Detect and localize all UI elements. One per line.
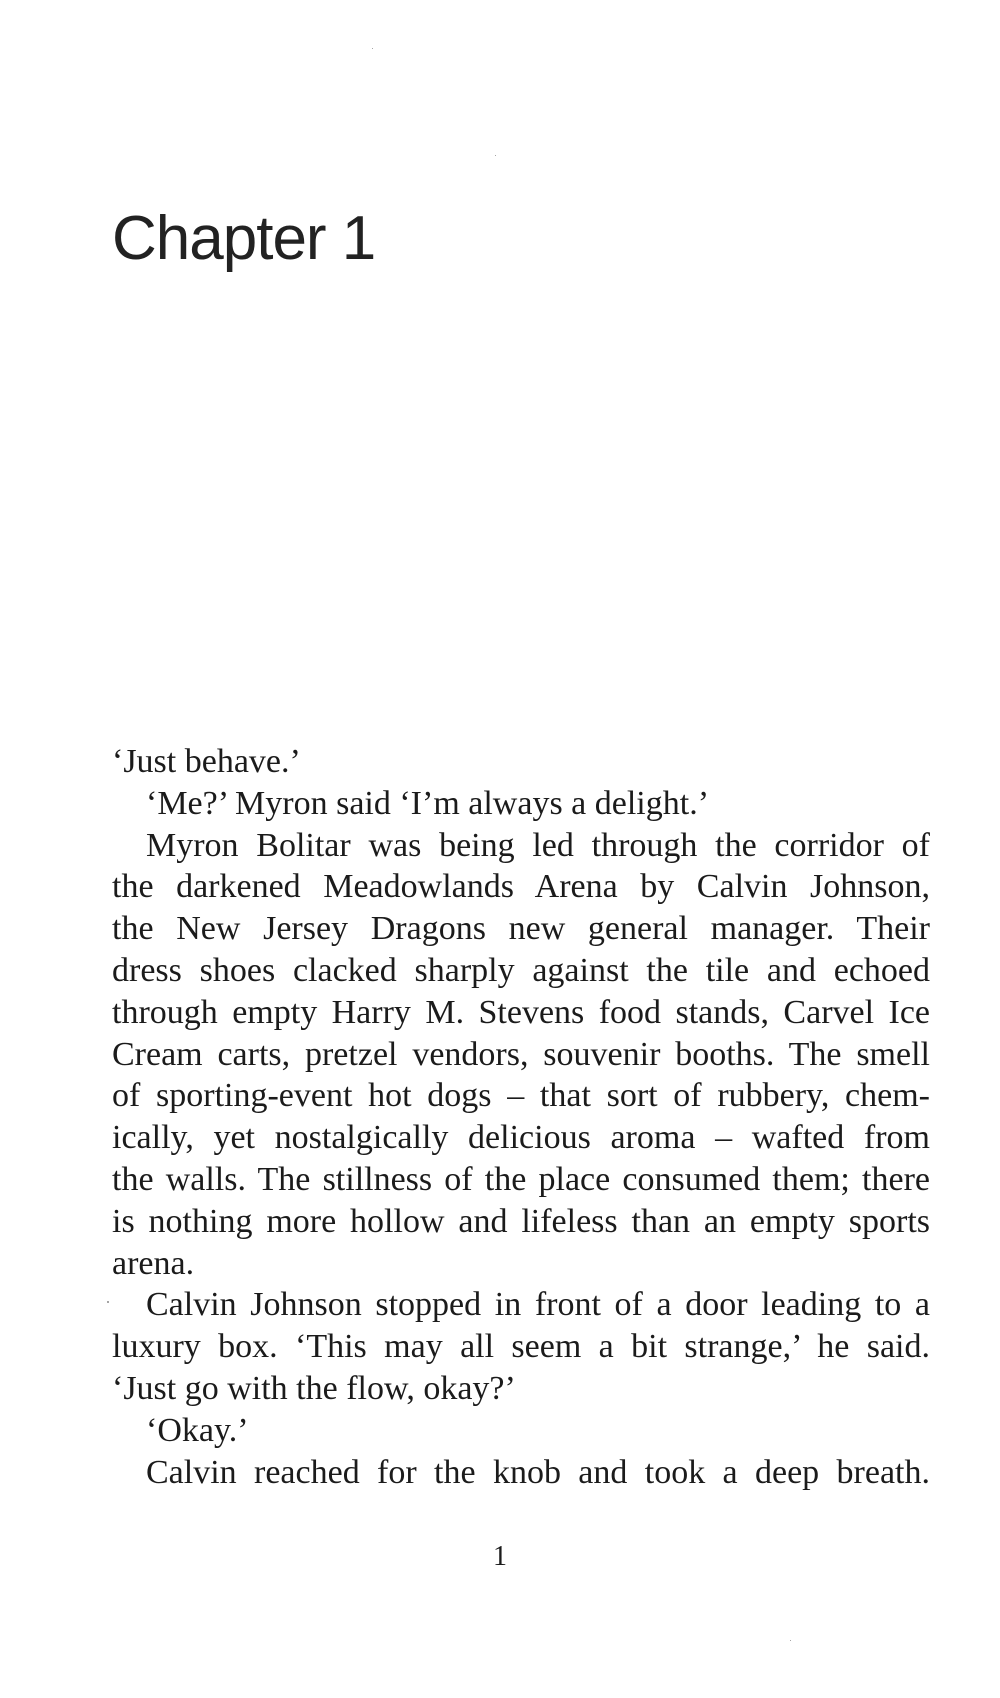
text-line: through empty Harry M. Stevens food stands, Carvel Ice [112,993,930,1031]
text-line: luxury box. ‘This may all seem a bit strange,’ he said. [112,1328,930,1366]
scan-speck [372,48,373,49]
text-line: ‘Just behave.’ [112,743,301,780]
page-number: 1 [493,1541,507,1572]
text-line: ‘Just go with the flow, okay?’ [112,1369,516,1407]
text-line: of sporting-event hot dogs – that sort of rubbery, chem- [112,1077,930,1115]
scan-speck [790,1640,791,1641]
body-text [112,741,930,1493]
text-line: the walls. The stillness of the place consumed them; there [112,1160,930,1198]
text-line: ically, yet nostalgically delicious aroma – wafted from [112,1119,930,1157]
text-line: ‘Me?’ Myron said ‘I’m always a delight.’ [146,784,710,822]
chapter-title: Chapter 1 [112,204,376,273]
text-line: Calvin Johnson stopped in front of a door leading to a [146,1286,930,1324]
text-line: Calvin reached for the knob and took a deep breath. [146,1453,930,1491]
text-line: Cream carts, pretzel vendors, souvenir booths. The smell [112,1035,930,1073]
text-line: the darkened Meadowlands Arena by Calvin Johnson, [112,868,930,906]
scan-speck [107,1301,109,1303]
text-line: dress shoes clacked sharply against the tile and echoed [112,951,930,989]
text-line: ‘Okay.’ [146,1411,249,1449]
text-line: is nothing more hollow and lifeless than an empty sports [112,1202,930,1240]
text-line: arena. [112,1244,195,1282]
scan-speck [495,155,496,156]
text-line: Myron Bolitar was being led through the corridor of [146,826,930,864]
text-line: the New Jersey Dragons new general manager. Their [112,910,930,948]
